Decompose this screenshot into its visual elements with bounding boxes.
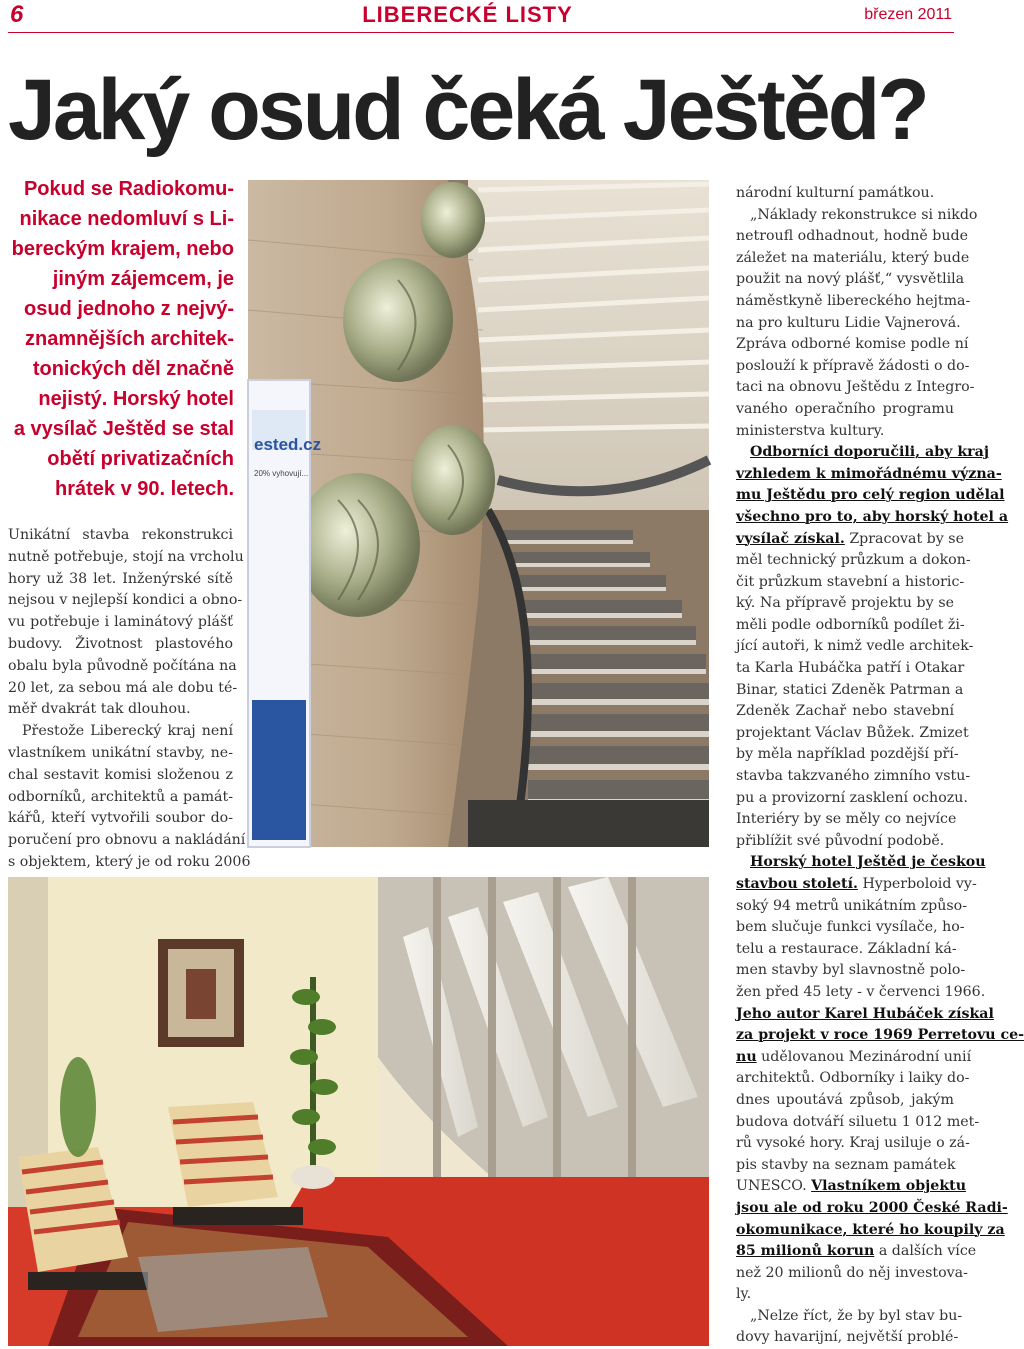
body-line: architektů. Odborníky i laiky do- [736, 1070, 970, 1087]
lead-line: osud jednoho z nejvý- [23, 298, 234, 320]
highlight-line: Odborníci doporučili, aby kraj [750, 444, 989, 461]
highlight-phrase: stavbou století. [736, 876, 858, 892]
highlight-phrase: Vlastníkem objektu [811, 1178, 967, 1195]
header-rule [8, 32, 954, 33]
body-line: budova dotváří siluetu 1 012 met- [736, 1113, 980, 1130]
body-line: „Nelze říct, že by byl stav bu- [750, 1307, 963, 1324]
lead-line: a vysílač Ještěd se stal [13, 418, 234, 440]
body-line: měl technický průzkum a dokon- [736, 552, 971, 569]
lead-line: znamnějších architek- [25, 328, 234, 350]
body-line: Unikátní stavba rekonstrukci [8, 527, 233, 543]
photo-hotel-lobby [8, 877, 709, 1346]
highlight-phrase: nu [736, 1048, 757, 1065]
body-line [736, 529, 964, 551]
headline: Jaký osud čeká Ještěd? [8, 62, 927, 158]
highlight-line: všechno pro to, aby horský hotel a [736, 508, 1009, 525]
body-line: než 20 milionů do něj investova- [736, 1264, 968, 1281]
body-line: Zpráva odborné komise podle ní [736, 336, 969, 353]
body-line [736, 1241, 977, 1263]
publication-title: LIBERECKÉ LISTY [362, 2, 573, 27]
page-number: 6 [10, 1, 24, 28]
body-line: taci na obnovu Ještědu z Integro- [736, 379, 975, 396]
body-phrase: UNESCO. [736, 1178, 807, 1195]
body-line: národní kulturní památkou. [736, 185, 935, 201]
body-line: měř dvakrát tak dlouhou. [8, 701, 191, 718]
body-line: 20 let, za sebou má ale dobu té- [8, 679, 238, 696]
lobby-illustration [8, 877, 709, 1346]
highlight-line: Horský hotel Ještěd je českou [750, 854, 986, 871]
body-line: náměstkyně libereckého hejtma- [736, 292, 971, 309]
body-line: jící autoři, k nimž vedle architek- [736, 638, 974, 655]
body-line: ta Karla Hubáčka patří i Otakar [736, 660, 965, 677]
body-line: stavba takzvaného zimního vstu- [736, 768, 971, 785]
highlight-line: vzhledem k mimořádnému význa- [736, 465, 1002, 482]
body-line: Zdeněk Zachař nebo stavební [736, 703, 954, 720]
highlight-line: jsou ale od roku 2000 České Radi- [736, 1199, 1008, 1216]
body-line: kářů, kteří vytvořili soubor do- [8, 810, 233, 827]
body-line: hory už 38 let. Inženýrské sítě [8, 570, 233, 587]
body-line: ly. [736, 1286, 752, 1303]
body-line: nutně potřebuje, stojí na vrcholu [8, 548, 244, 565]
body-line: Interiéry by se měly co nejvíce [736, 811, 957, 828]
body-line: poručení pro obnovu a nakládání [8, 832, 246, 849]
body-line: vlastníkem unikátní stavby, ne- [8, 744, 233, 761]
body-line: ký. Na přípravě projektu by se [736, 595, 954, 612]
body-line: netroufl odhadnout, hodně bude [736, 228, 969, 245]
body-line: projektant Václav Bůžek. Zmizet [736, 724, 969, 741]
body-phrase: udělovanou Mezinárodní unií [761, 1048, 972, 1065]
body-line: rů vysoké hory. Kraj usiluje o zá- [736, 1135, 970, 1152]
sign-small-text: 20% vyhovují... [254, 469, 309, 478]
body-line: čit průzkum stavební a historic- [736, 573, 965, 590]
highlight-phrase: 85 milionů korun [736, 1243, 875, 1260]
lead-line: nikace nedomluví s Li- [19, 208, 234, 230]
lead-line: Pokud se Radiokomu- [23, 178, 234, 200]
body-line: men stavby byl slavnostně polo- [736, 962, 966, 979]
lead-paragraph [2, 174, 234, 504]
body-column-right [736, 183, 1024, 1349]
page-header [0, 0, 960, 34]
body-line: nejsou v nejlepší kondici a obno- [8, 592, 243, 609]
body-line: ministerstva kultury. [736, 422, 885, 439]
body-line: „Náklady rekonstrukce si nikdo [750, 206, 978, 223]
body-line: záležet na materiálu, který bude [736, 249, 970, 266]
highlight-line: mu Ještědu pro celý region udělal [736, 487, 1005, 504]
highlight-line: okomunikace, které ho koupily za [736, 1221, 1005, 1238]
body-line: přiblížit své původní podobě. [736, 832, 945, 849]
body-line: soký 94 metrů unikátním způso- [736, 897, 968, 914]
body-phrase: a dalších více [878, 1243, 977, 1260]
body-line: vaného operačního programu [736, 400, 954, 417]
lead-line: obětí privatizačních [47, 448, 234, 470]
lead-line: hrátek v 90. letech. [55, 478, 234, 500]
lead-line: jiným zájemcem, je [52, 268, 234, 290]
body-line: bem slučuje funkci vysílače, ho- [736, 919, 965, 936]
lead-line: tonických děl značně [32, 358, 234, 380]
staircase-illustration [248, 180, 709, 847]
body-line: chal sestavit komisi složenou z [8, 766, 233, 783]
body-line: dovy havarijní, největší problé- [736, 1329, 959, 1346]
body-line: pis stavby na seznam památek [736, 1156, 956, 1173]
issue-date: březen 2011 [864, 6, 952, 23]
sign-website-text: ested.cz [254, 435, 322, 454]
photo-staircase [248, 180, 709, 847]
lead-line: nejistý. Horský hotel [38, 388, 234, 410]
body-line: Binar, statici Zdeněk Patrman a [736, 681, 964, 698]
body-line: žen před 45 lety - v červenci 1966. [736, 983, 986, 1000]
body-line: použit na nový plášť,“ vysvětlila [736, 271, 965, 288]
body-line: vu potřebuje i laminátový plášť [8, 614, 233, 631]
body-line: obalu byla původně počítána na [8, 657, 237, 674]
body-line: s objektem, který je od roku 2006 [8, 853, 251, 870]
body-line: odborníků, architektů a památ- [8, 788, 233, 805]
body-line [736, 874, 977, 896]
body-line: telu a restaurace. Základní ká- [736, 940, 957, 957]
body-line: Přestože Liberecký kraj není [22, 723, 233, 740]
body-line: měli podle odborníků podílet ži- [736, 616, 965, 633]
highlight-phrase: vysílač získal. [736, 530, 845, 547]
highlight-line: Jeho autor Karel Hubáček získal [736, 1005, 994, 1022]
body-line: na pro kulturu Lidie Vajnerová. [736, 314, 961, 331]
lead-line: bereckým krajem, nebo [11, 238, 234, 260]
body-line: poslouží k přípravě žádosti o do- [736, 357, 970, 374]
body-line [736, 1047, 972, 1069]
body-line: by měla například pozdější pří- [736, 746, 959, 763]
body-phrase: Zpracovat by se [849, 530, 964, 547]
body-line: budovy. Životnost plastového [8, 635, 233, 652]
body-phrase: Hyperboloid vy- [862, 876, 977, 892]
body-line: dnes upoutává způsob, jakým [736, 1091, 954, 1108]
body-line [736, 1176, 967, 1198]
body-line: pu a provizorní zasklení ochozu. [736, 789, 968, 806]
highlight-line: za projekt v roce 1969 Perretovu ce- [736, 1027, 1024, 1044]
body-column-left [8, 525, 251, 874]
